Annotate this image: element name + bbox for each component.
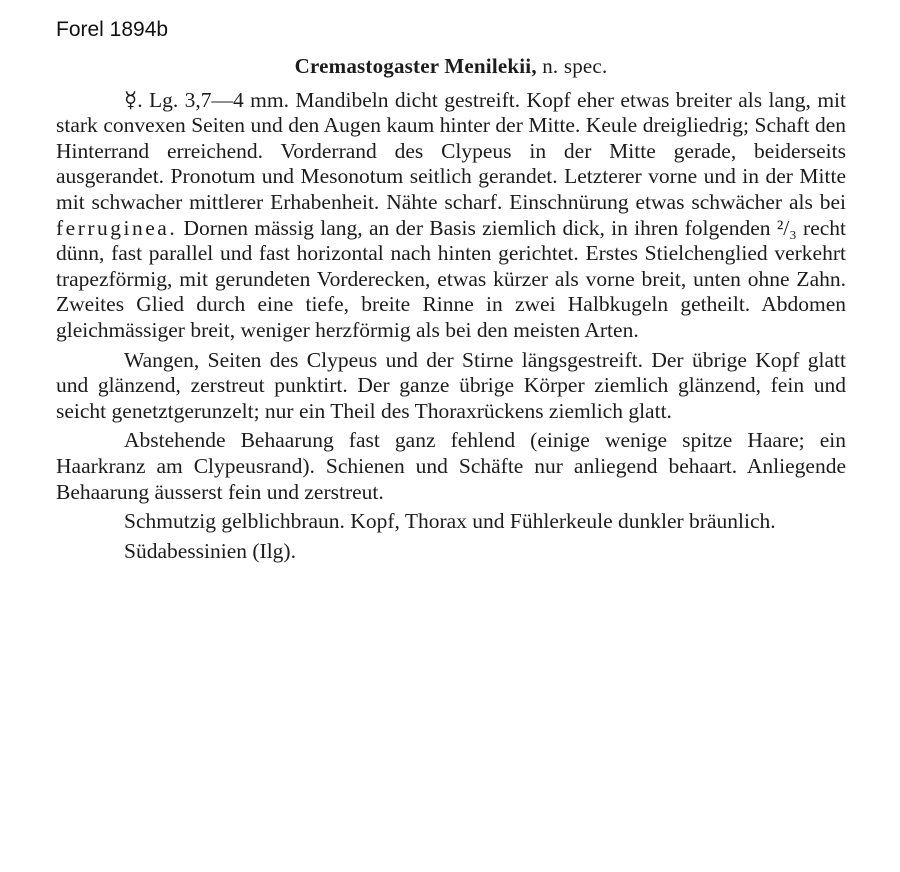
description-text-part-1: ☿. Lg. 3,7—4 mm. Mandibeln dicht gestreift. Kopf eher etwas breiter als lang, mit stark convexen Seiten und den Augen kaum hinter der Mitte. Keule dreigliedrig; Schaft den Hinterrand erreichend. Vorderrand des Clypeus in der Mitte gerade, beiderseits ausgerandet. Pronotum und Mesonotum seitlich gerandet. Letzterer vorne und in der Mitte mit schwacher mittlerer Erhabenheit. Nähte scharf. Einschnürung etwas schwächer als bei <box>56 87 846 214</box>
scanned-page-text <box>56 54 846 568</box>
description-text-part-2: Dornen mässig lang, an der Basis ziemlich dick, in ihren folgenden ²/₃ recht dünn, fast parallel und fast horizontal nach hinten gerichtet. Erstes Stielchenglied verkehrt trapezförmig, mit gerundeten Vorderecken, etwas kürzer als vorne breit, unten ohne Zahn. Zweites Glied durch eine tiefe, breite Rinne in zwei Halbkugeln getheilt. Abdomen gleichmässiger breit, weniger herzförmig als bei den meisten Arten. <box>56 215 846 342</box>
citation-label: Forel 1894b <box>56 18 169 41</box>
species-title <box>56 54 846 80</box>
pilosity-paragraph: Abstehende Behaarung fast ganz fehlend (einige wenige spitze Haare; ein Haarkranz am Clypeusrand). Schienen und Schäfte nur anliegend behaart. Anliegende Behaarung äusserst fein und zerstreut. <box>56 428 846 504</box>
comparison-species-name: ferruginea. <box>56 215 178 240</box>
species-name: Cremastogaster Menilekii, <box>294 54 537 78</box>
description-paragraph-worker <box>56 88 846 344</box>
locality-paragraph: Südabessinien (Ilg). <box>124 538 296 563</box>
species-status: n. spec. <box>542 54 608 78</box>
sculpture-paragraph: Wangen, Seiten des Clypeus und der Stirne längsgestreift. Der übrige Kopf glatt und glänzend, zerstreut punktirt. Der ganze übrige Körper ziemlich glänzend, fein und seicht genetztgerunzelt; nur ein Theil des Thoraxrückens ziemlich glatt. <box>56 347 846 423</box>
colour-paragraph: Schmutzig gelblichbraun. Kopf, Thorax und Fühlerkeule dunkler bräunlich. <box>124 509 776 534</box>
